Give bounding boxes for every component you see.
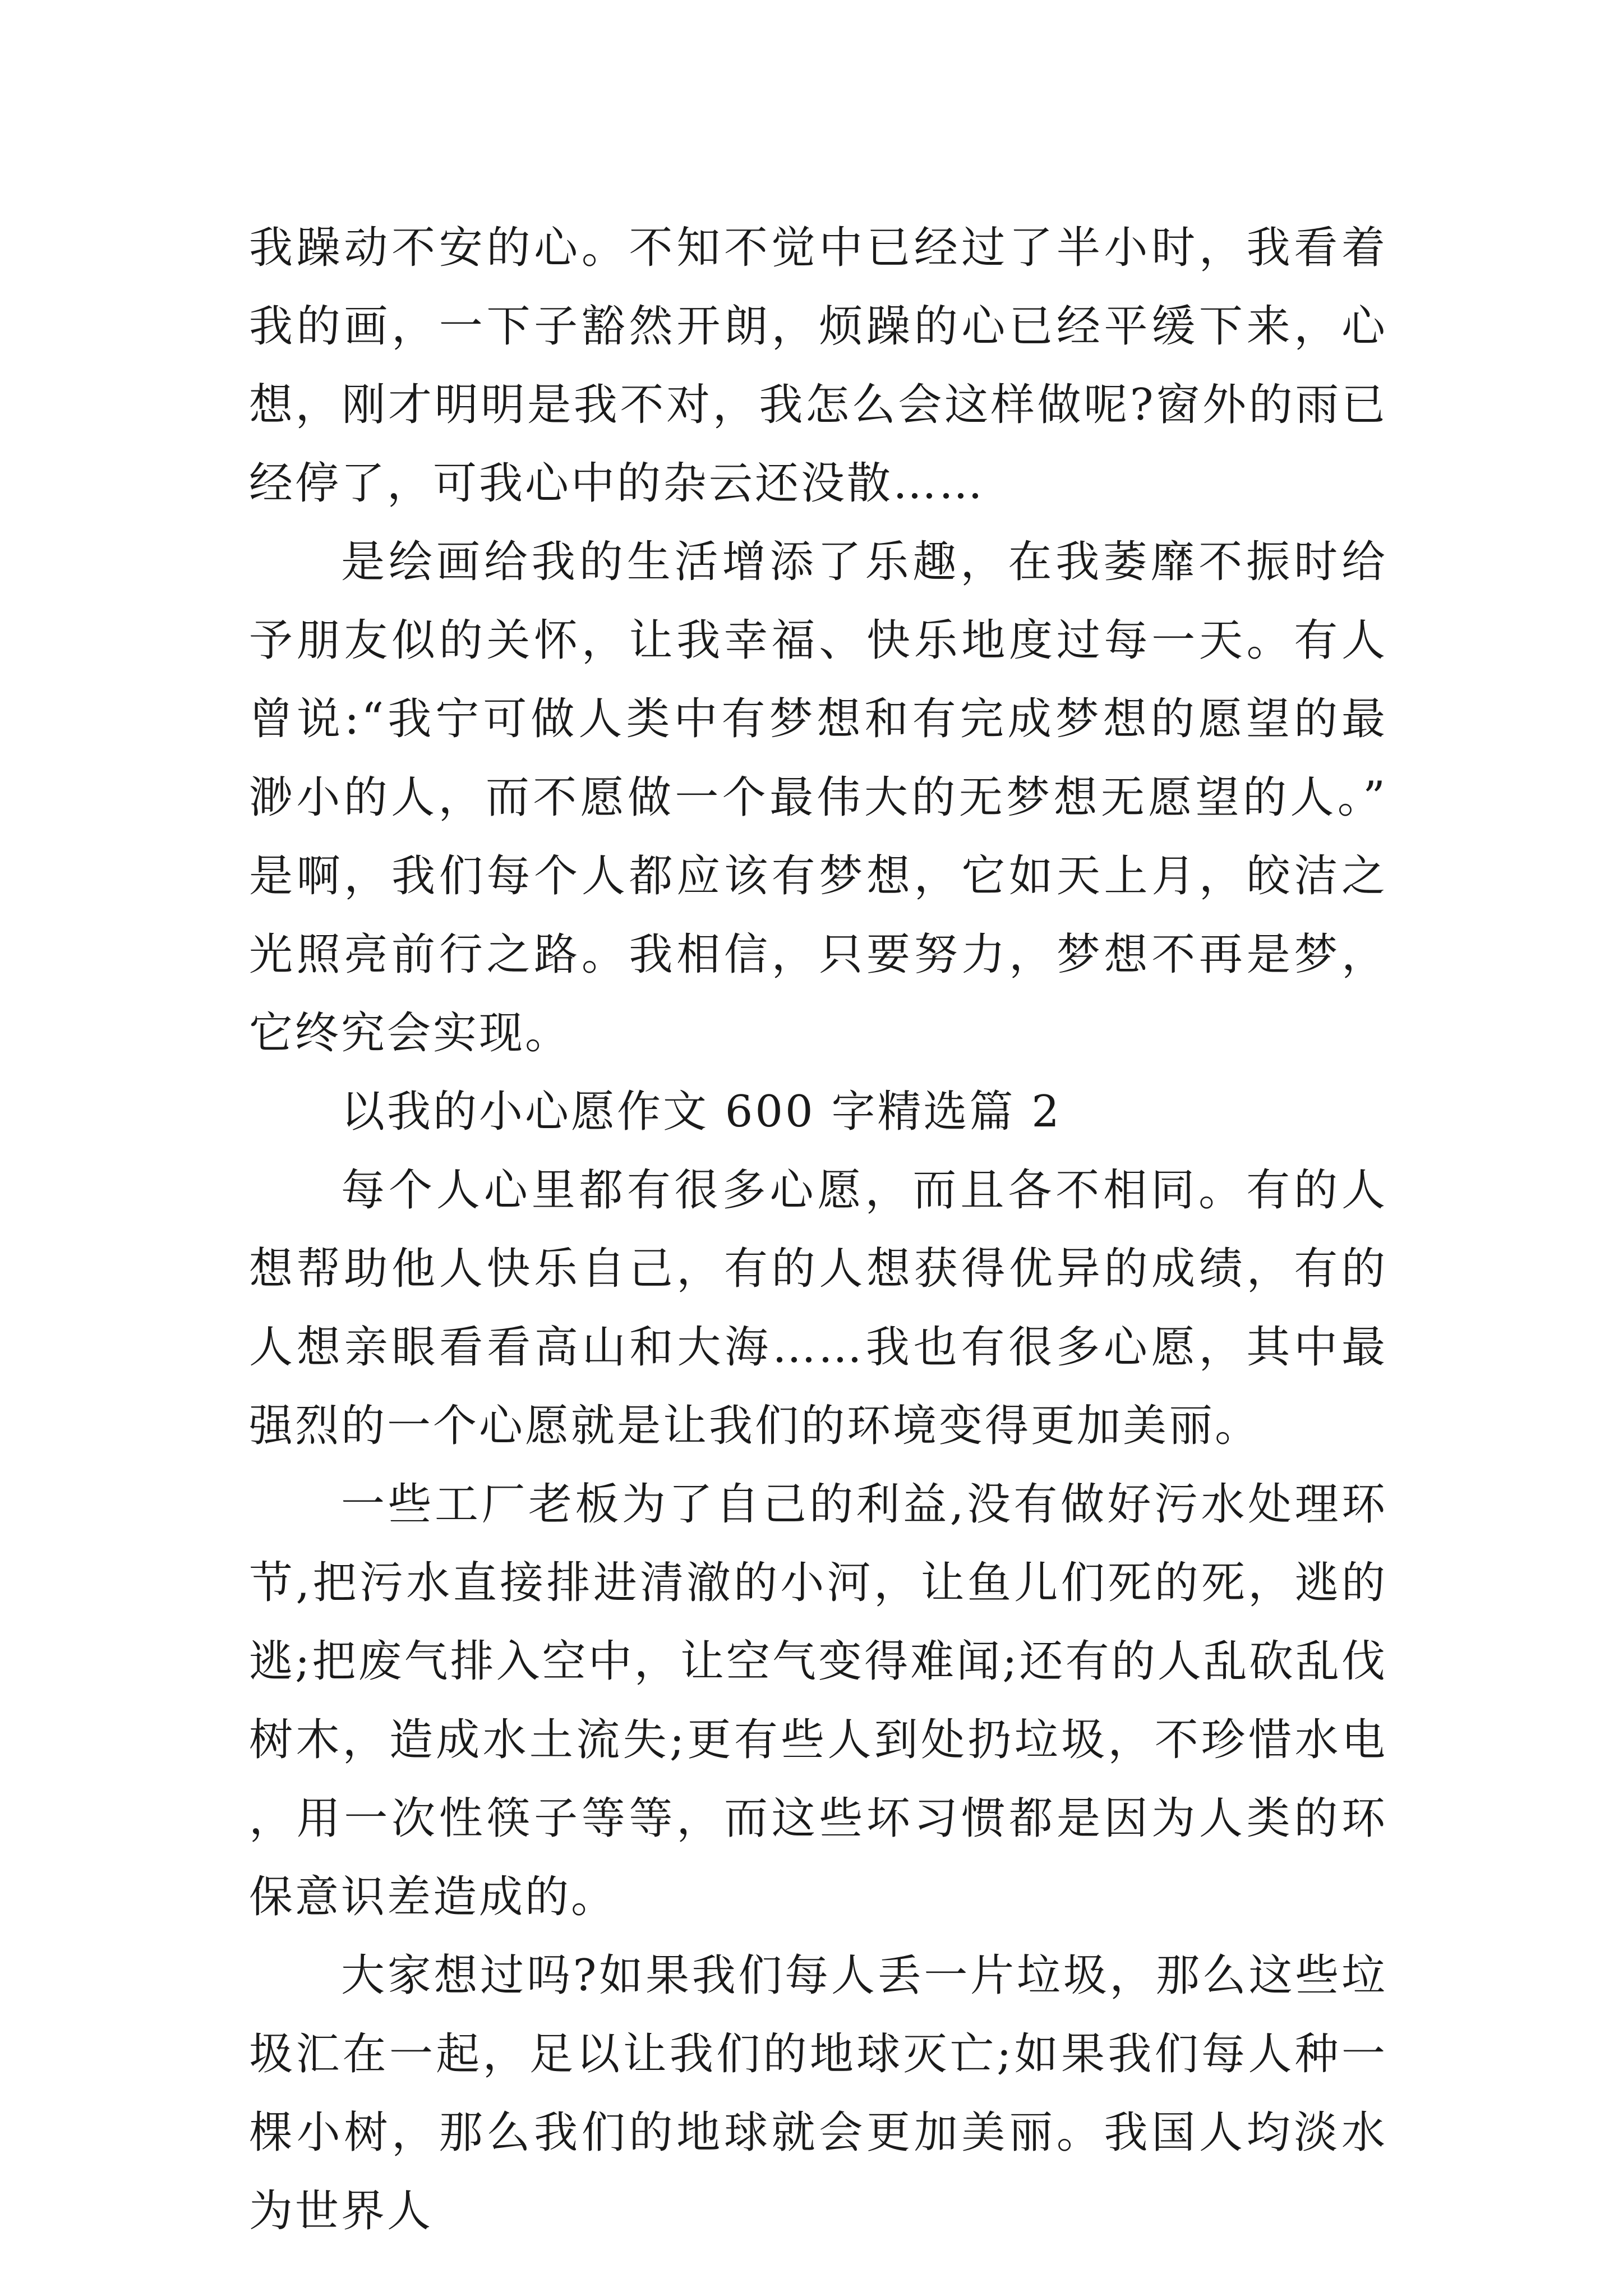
paragraph-painting-dream: 是绘画给我的生活增添了乐趣，在我萎靡不振时给予朋友似的关怀，让我幸福、快乐地度过每一天。有人曾说:“我宁可做人类中有梦想和有完成梦想的愿望的最渺小的人，而不愿做一个最伟大的无梦想无愿望的人。”是啊，我们每个人都应该有梦想，它如天上月，皎洁之光照亮前行之路。我相信，只要努力，梦想不再是梦，它终究会实现。 bbox=[249, 537, 1387, 1059]
paragraph-thinking: 大家想过吗?如果我们每人丢一片垃圾，那么这些垃圾汇在一起，足以让我们的地球灭亡;如果我们每人种一棵小树，那么我们的地球就会更加美丽。我国人均淡水为世界人 bbox=[249, 1950, 1387, 2237]
paragraph-wishes: 每个人心里都有很多心愿，而且各不相同。有的人想帮助他人快乐自己，有的人想获得优异的成绩，有的人想亲眼看看高山和大海……我也有很多心愿，其中最强烈的一个心愿就是让我们的环境变得更加美丽。 bbox=[249, 1165, 1387, 1451]
paragraph-continuation: 我躁动不安的心。不知不觉中已经过了半小时，我看着我的画，一下子豁然开朗，烦躁的心已经平缓下来，心想，刚才明明是我不对，我怎么会这样做呢?窗外的雨已经停了，可我心中的杂云还没散…… bbox=[249, 223, 1387, 509]
paragraph-pollution: 一些工厂老板为了自己的利益,没有做好污水处理环节,把污水直接排进清澈的小河，让鱼儿们死的死，逃的逃;把废气排入空中，让空气变得难闻;还有的人乱砍乱伐树木，造成水土流失;更有些人到处扔垃圾，不珍惜水电，用一次性筷子等等，而这些坏习惯都是因为人类的环保意识差造成的。 bbox=[249, 1479, 1387, 1922]
document-body bbox=[249, 209, 1387, 2251]
section-heading: 以我的小心愿作文 600 字精选篇 2 bbox=[341, 1087, 1062, 1137]
